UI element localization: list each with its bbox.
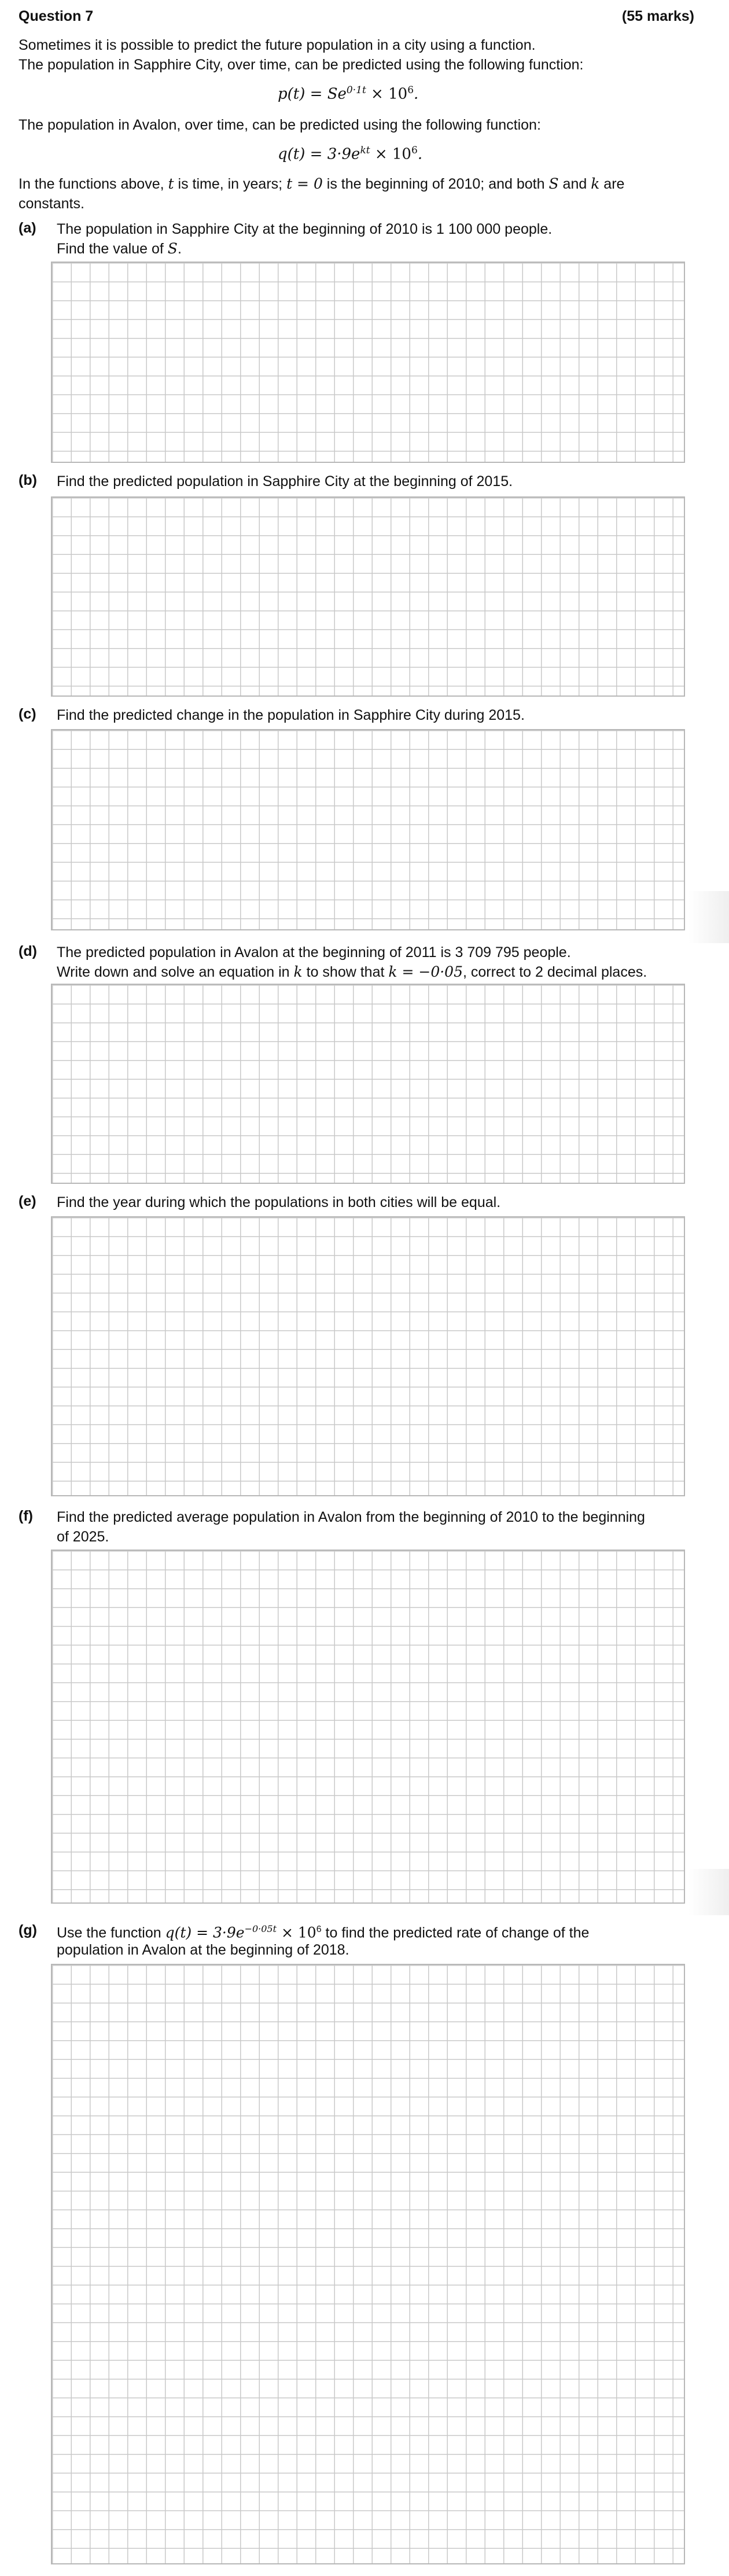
part-b-line-1: Find the predicted population in Sapphire City at the beginning of 2015.: [57, 473, 513, 490]
intro-line-4d: and: [558, 176, 591, 192]
var-k: k: [591, 175, 600, 192]
part-d-line-2-pre: Write down and solve an equation in: [57, 964, 294, 980]
formula-p-tail: × 10: [366, 85, 408, 103]
intro-line-4c: is the beginning of 2010; and both: [322, 176, 549, 192]
intro-line-2: The population in Sapphire City, over time, can be predicted using the following function:: [19, 57, 584, 73]
part-g-function-exponent: −0·05t: [244, 1923, 277, 1934]
part-g-line-2: population in Avalon at the beginning of 2018.: [57, 1942, 349, 1958]
answer-grid-f[interactable]: [51, 1550, 685, 1904]
part-d-line-1: The predicted population in Avalon at the beginning of 2011 is 3 709 795 people.: [57, 944, 571, 961]
part-a-label: (a): [19, 220, 36, 236]
page-edge-shadow-2: [689, 1869, 729, 1915]
answer-grid-d[interactable]: [51, 984, 685, 1184]
intro-line-4e: are: [599, 176, 625, 192]
part-f-line-2: of 2025.: [57, 1529, 109, 1545]
part-f-line-1: Find the predicted average population in Avalon from the beginning of 2010 to the beginning: [57, 1509, 645, 1525]
part-d-line-2-post: , correct to 2 decimal places.: [463, 964, 647, 980]
answer-grid-b[interactable]: [51, 496, 685, 697]
answer-grid-a[interactable]: [51, 262, 685, 463]
part-g-line-1-post: to find the predicted rate of change of the: [321, 1924, 590, 1941]
part-b-label: (b): [19, 472, 37, 488]
part-c-line-1: Find the predicted change in the population in Sapphire City during 2015.: [57, 707, 525, 723]
part-a-line-1: The population in Sapphire City at the beginning of 2010 is 1 100 000 people.: [57, 221, 553, 237]
part-d-equation: k = −0·05: [388, 963, 463, 980]
intro-line-4: [19, 175, 624, 193]
var-S: S: [548, 175, 559, 192]
formula-p-main: p(t) = Se: [278, 85, 347, 103]
part-d-label: (d): [19, 943, 37, 959]
t-zero: t = 0: [286, 175, 323, 192]
intro-line-1: Sometimes it is possible to predict the future population in a city using a function.: [19, 37, 536, 53]
part-g-line-1-pre: Use the function: [57, 1924, 165, 1941]
part-a-var: S: [167, 240, 178, 257]
intro-line-5: constants.: [19, 196, 84, 212]
part-e-line-1: Find the year during which the populations in both cities will be equal.: [57, 1194, 501, 1210]
formula-q: [278, 145, 422, 163]
answer-grid-e[interactable]: [51, 1216, 685, 1496]
page-edge-shadow: [689, 891, 729, 943]
formula-q-tail: × 10: [370, 145, 411, 163]
part-g-line-1: [57, 1920, 589, 1942]
formula-p-exponent: 0·1t: [346, 84, 366, 96]
formula-q-end: .: [417, 145, 423, 163]
formula-q-power: 6: [411, 145, 418, 156]
part-a-line-2-pre: Find the value of: [57, 241, 168, 257]
question-title: Question 7: [19, 8, 94, 24]
part-g-function-power: 6: [316, 1924, 322, 1934]
part-a-line-2-post: .: [177, 241, 182, 257]
part-c-label: (c): [19, 706, 36, 722]
part-g-function: q(t) = 3·9e: [165, 1924, 245, 1941]
formula-p-power: 6: [407, 84, 414, 96]
formula-q-exponent: kt: [360, 145, 370, 156]
part-g-function-tail: × 10: [277, 1924, 316, 1941]
intro-line-4b: is time, in years;: [174, 176, 287, 192]
part-g-label: (g): [19, 1922, 37, 1938]
intro-line-4a: In the functions above,: [19, 176, 168, 192]
formula-p: [278, 84, 418, 103]
answer-grid-g[interactable]: [51, 1964, 685, 2564]
formula-q-main: q(t) = 3·9e: [278, 145, 360, 163]
answer-grid-c[interactable]: [51, 729, 685, 930]
part-d-line-2-mid: to show that: [302, 964, 389, 980]
part-a-line-2: [57, 240, 182, 258]
part-d-line-2: [57, 963, 647, 981]
intro-line-3: The population in Avalon, over time, can be predicted using the following function:: [19, 117, 541, 133]
part-e-label: (e): [19, 1193, 36, 1209]
question-marks: (55 marks): [621, 8, 694, 24]
formula-p-end: .: [414, 85, 419, 103]
part-f-label: (f): [19, 1508, 33, 1524]
var-t: t: [168, 175, 174, 192]
part-d-var: k: [293, 963, 303, 980]
